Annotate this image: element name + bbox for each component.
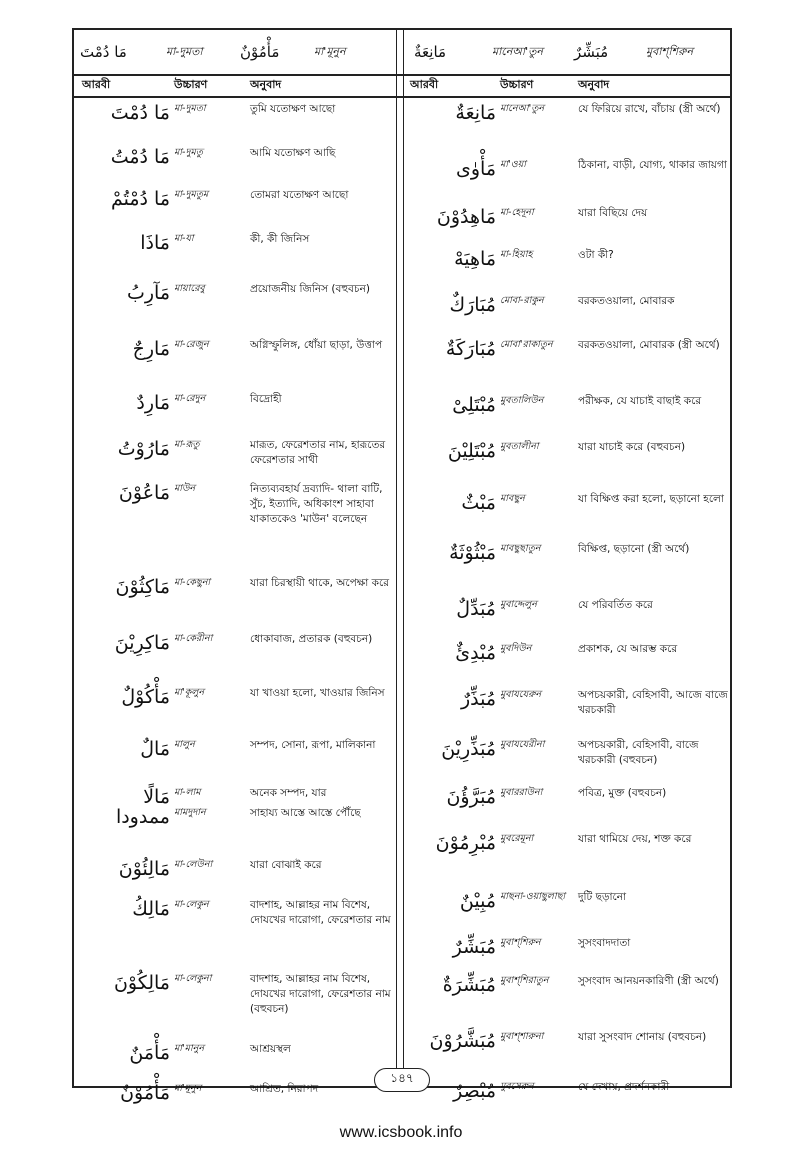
entry-arabic: مَبْثُوْثَةٌ: [449, 542, 496, 564]
entry-pronunciation: মা'মূনুন: [174, 1083, 202, 1094]
entry-pronunciation: মুবদিউন: [500, 643, 532, 654]
entry-arabic: مُبَشِّرٌ: [452, 936, 496, 958]
entry-pronunciation: মা-রেজুন: [174, 339, 209, 350]
entry-pronunciation: মুবাশ্‌শিরুন: [500, 937, 541, 948]
entry-arabic: مَا دُمْتُ: [110, 146, 170, 168]
entry-pronunciation: মা-কেছুনা: [174, 577, 211, 588]
entry-pronunciation: মাবছুন: [500, 493, 525, 504]
header-right-arabic-2: مُبَشِّرٌ: [574, 43, 609, 61]
entry-arabic: مَآرِبُ: [126, 282, 170, 304]
entry-pronunciation: মায়ারেবু: [174, 283, 205, 294]
header-left-arabic-2: مَأْمُوْنٌ: [240, 43, 280, 61]
entry-meaning: ওটা কী?: [578, 249, 614, 261]
entry-meaning: যে ফিরিয়ে রাখে, বাঁচায় (স্ত্রী অর্থে): [578, 103, 721, 115]
left-column: [74, 96, 396, 1104]
entry-pronunciation: মুবাদ্দেলুন: [500, 599, 537, 610]
entry-arabic: مَالِئُوْنَ: [118, 858, 170, 880]
entry-arabic: مَارُوْتُ: [117, 438, 170, 460]
entry-pronunciation: মা-লাম: [174, 787, 201, 798]
col-header-pron-right: উচ্চারণ: [500, 78, 534, 91]
entry-meaning: অনেক সম্পদ, যার: [250, 787, 327, 799]
entry-arabic: مُبَذِّرٌ: [460, 688, 496, 710]
entry-pronunciation: মাবছুছাতুন: [500, 543, 541, 554]
entry-pronunciation: মা'মানুন: [174, 1043, 205, 1054]
entry-meaning: পরীক্ষক, যে যাচাই বাছাই করে: [578, 395, 702, 407]
entry-pronunciation: মুবাযযেরুন: [500, 689, 542, 700]
header-right-arabic-1: مَانِعَةٌ: [414, 43, 447, 61]
entry-arabic: مُبَارَكٌ: [449, 294, 496, 316]
entry-arabic: مَانِعَةٌ: [455, 102, 496, 124]
entry-arabic: مُبَشِّرَةٌ: [442, 974, 496, 996]
entry-meaning: যারা থামিয়ে দেয়, শক্ত করে: [578, 833, 692, 845]
entry-arabic: مَارِجٌ: [132, 338, 170, 360]
entry-meaning: ধোকাবাজ, প্রতারক (বহুবচন): [250, 633, 373, 645]
entry-meaning: বাদশাহ, আল্লাহর নাম বিশেষ, দোযখের দারোগা, ফেরেশতার নাম (বহুবচন): [250, 973, 391, 1015]
entry-pronunciation: মা-লেকুনা: [174, 973, 212, 984]
entry-meaning: দুটি ছড়ানো: [578, 891, 627, 903]
entry-pronunciation: মা-লেউনা: [174, 859, 213, 870]
entry-arabic: مُبَارَكَةٌ: [445, 338, 496, 360]
entry-meaning: তুমি যতোক্ষণ আছো: [250, 103, 336, 115]
entry-arabic: مُبَشَّرُوْنَ: [429, 1030, 496, 1052]
entry-arabic: مَا دُمْتُمْ: [110, 188, 170, 210]
header-right-bengali-2: মুবাশ্‌শিরুন: [646, 44, 694, 58]
entry-meaning: আশ্রয়স্থল: [250, 1043, 291, 1055]
entry-arabic: مُبْتَلِىْ: [452, 394, 496, 416]
entry-arabic: مُبِيْنٌ: [459, 890, 496, 912]
entry-pronunciation: মুবাশ্‌শিরাতুন: [500, 975, 549, 986]
entry-arabic: مُبْصِرٌ: [453, 1080, 496, 1102]
entry-pronunciation: মা-হেদূনা: [500, 207, 534, 218]
entry-pronunciation: মা-যা: [174, 233, 194, 244]
entry-pronunciation: মুবরেমূনা: [500, 833, 534, 844]
entry-meaning: মারূত, ফেরেশতার নাম, হারূতের ফেরেশতার সাথী: [250, 439, 386, 466]
entry-meaning: যারা সুসংবাদ শোনায় (বহুবচন): [578, 1031, 707, 1043]
entry-arabic: مُبْدِئٌ: [455, 642, 496, 664]
entry-arabic: مُبْتَلِيْنَ: [447, 440, 496, 462]
entry-arabic: مَا دُمْتَ: [110, 102, 170, 124]
entry-pronunciation: মাছনা-ওয়াছুলাছা: [500, 891, 566, 902]
col-header-meaning-left: অনুবাদ: [250, 78, 282, 91]
entry-arabic: مُبَرَّؤُنَ: [446, 786, 496, 808]
entry-arabic: مَاهِدُوْنَ: [436, 206, 496, 228]
entry-pronunciation: মামদুদান: [174, 807, 206, 818]
entry-arabic: مَاذَا: [140, 232, 170, 254]
entry-arabic: مَأْكُوْلٌ: [121, 686, 170, 708]
entry-arabic: مَالِكُوْنَ: [113, 972, 170, 994]
entry-meaning: অপচয়কারী, বেহিসাবী, বাজে খরচকারী (বহুবচন): [578, 739, 699, 766]
entry-meaning: তোমরা যতোক্ষণ আছো: [250, 189, 349, 201]
entry-pronunciation: মুবাররাউনা: [500, 787, 543, 798]
entry-meaning: বিক্ষিপ্ত, ছড়ানো (স্ত্রী অর্থে): [578, 543, 690, 555]
entry-arabic: مَاعُوْنَ: [118, 482, 170, 504]
col-header-meaning-right: অনুবাদ: [578, 78, 610, 91]
entry-meaning: অপচয়কারী, বেহিসাবী, আজে বাজে খরচকারী: [578, 689, 728, 716]
entry-arabic: مَاكِثُوْنَ: [115, 576, 170, 598]
entry-meaning: যে পরিবর্তিত করে: [578, 599, 653, 611]
entry-meaning: যারা বিছিয়ে দেয়: [578, 207, 648, 219]
entry-meaning: কী, কী জিনিস: [250, 233, 310, 245]
entry-meaning: অগ্নিস্ফুলিঙ্গ, ধোঁয়া ছাড়া, উত্তাপ: [250, 339, 383, 351]
entry-pronunciation: মুবতালীনা: [500, 441, 539, 452]
entry-meaning: প্রয়োজনীয় জিনিস (বহুবচন): [250, 283, 370, 295]
entry-pronunciation: মুবাশ্‌শারুনা: [500, 1031, 544, 1042]
entry-arabic: مَارِدٌ: [136, 392, 170, 414]
entry-meaning: প্রকাশক, যে আরম্ভ করে: [578, 643, 678, 655]
entry-pronunciation: মা-দুমতা: [174, 103, 206, 114]
entry-pronunciation: মুবতালিউন: [500, 395, 544, 406]
entry-pronunciation: মা-দুমতু: [174, 147, 203, 158]
entry-meaning: যা খাওয়া হলো, খাওয়ার জিনিস: [250, 687, 385, 699]
entry-pronunciation: মা'কূলুন: [174, 687, 205, 698]
entry-meaning: বরকতওয়ালা, মোবারক: [578, 295, 675, 307]
entry-meaning: যে দেখায়, প্রদর্শনকারী: [578, 1081, 670, 1093]
entry-pronunciation: মা-লেকুন: [174, 899, 209, 910]
footer-url[interactable]: www.icsbook.info: [339, 1124, 463, 1141]
entry-meaning: যারা বোঝাই করে: [250, 859, 322, 871]
entry-meaning: সম্পদ, সোনা, রূপা, মালিকানা: [250, 739, 376, 751]
entry-meaning: যা বিক্ষিপ্ত করা হলো, ছড়ানো হলো: [578, 493, 724, 505]
entry-pronunciation: মোবা'রাকাতুন: [500, 339, 553, 350]
entry-arabic: مَالِكُ: [132, 898, 170, 920]
entry-arabic: مُبَذِّرِيْنَ: [441, 738, 496, 760]
entry-meaning: নিত্যব্যবহার্য দ্রব্যাদি- থালা বাটি, সুঁচ, ইত্যাদি, অধিকাংশ সাহাবা যাকাতকেও 'মাউন' বলেছেন: [250, 483, 383, 525]
entry-pronunciation: মা-রূতু: [174, 439, 200, 450]
entry-arabic: مَأْوٰى: [455, 158, 496, 180]
page-number: ১৪৭: [374, 1068, 430, 1092]
header-right-bengali-1: মানেআ'তুন: [492, 44, 543, 58]
entry-arabic: ممدودا: [115, 806, 170, 828]
entry-arabic: مَبْثٌ: [461, 492, 496, 514]
entry-meaning: যারা চিরস্থায়ী থাকে, অপেক্ষা করে: [250, 577, 389, 589]
entry-meaning: ঠিকানা, বাড়ী, যোগ্য, থাকার জায়গা: [578, 159, 727, 171]
entry-pronunciation: মা-কেরীনা: [174, 633, 213, 644]
entry-meaning: বাদশাহ, আল্লাহর নাম বিশেষ, দোযখের দারোগা, ফেরেশতার নাম: [250, 899, 391, 926]
entry-pronunciation: মুবসেরুন: [500, 1081, 534, 1092]
entry-meaning: পবিত্র, মুক্ত (বহুবচন): [578, 787, 667, 799]
entry-arabic: مَأْمَنٌ: [129, 1042, 170, 1064]
entry-pronunciation: মুবাযযেরীনা: [500, 739, 545, 750]
entry-pronunciation: মালুন: [174, 739, 195, 750]
entry-meaning: সুসংবাদদাতা: [578, 937, 631, 949]
entry-arabic: مَاهِيَهْ: [454, 248, 496, 270]
entry-arabic: مُبَدِّلٌ: [456, 598, 496, 620]
entry-arabic: مُبْرِمُوْنَ: [435, 832, 496, 854]
entry-pronunciation: মা-দুমতুম: [174, 189, 209, 200]
entry-arabic: مَالٌ: [140, 738, 170, 760]
entry-pronunciation: মানেআ'তুন: [500, 103, 545, 114]
entry-meaning: আমি যতোক্ষণ আছি: [250, 147, 336, 159]
header-left-arabic-1: مَا دُمْتَ: [80, 43, 127, 61]
entry-meaning: বরকতওয়ালা, মোবারক (স্ত্রী অর্থে): [578, 339, 720, 351]
col-header-arabic-left: আরবী: [82, 78, 111, 91]
entry-meaning: যারা যাচাই করে (বহুবচন): [578, 441, 686, 453]
entry-pronunciation: মা'ওয়া: [500, 159, 526, 170]
entry-meaning: আশ্রিত, নিরাপদ: [250, 1083, 319, 1095]
header-left-bengali-2: মা'মূনুন: [314, 44, 346, 58]
entry-meaning: সুসংবাদ আনয়নকারিণী (স্ত্রী অর্থে): [578, 975, 719, 987]
entry-arabic: مَالًا: [143, 786, 170, 808]
col-header-arabic-right: আরবী: [410, 78, 439, 91]
entry-pronunciation: মা-রেদুন: [174, 393, 206, 404]
entry-meaning: বিদ্রোহী: [250, 393, 282, 405]
entry-arabic: مَاكِرِيْنَ: [114, 632, 170, 654]
header-left-bengali-1: মা-দুমতা: [166, 44, 203, 58]
entry-pronunciation: মোবা-রাকুন: [500, 295, 544, 306]
entry-pronunciation: মা-হিয়াহ: [500, 249, 533, 260]
entry-pronunciation: মাউন: [174, 483, 196, 494]
entry-arabic: مَأْمُوْنٌ: [120, 1082, 170, 1104]
dictionary-page: [72, 28, 732, 1104]
entry-meaning: সাহায্য আস্তে আস্তে পৌঁছে: [250, 807, 361, 819]
col-header-pron-left: উচ্চারণ: [174, 78, 208, 91]
